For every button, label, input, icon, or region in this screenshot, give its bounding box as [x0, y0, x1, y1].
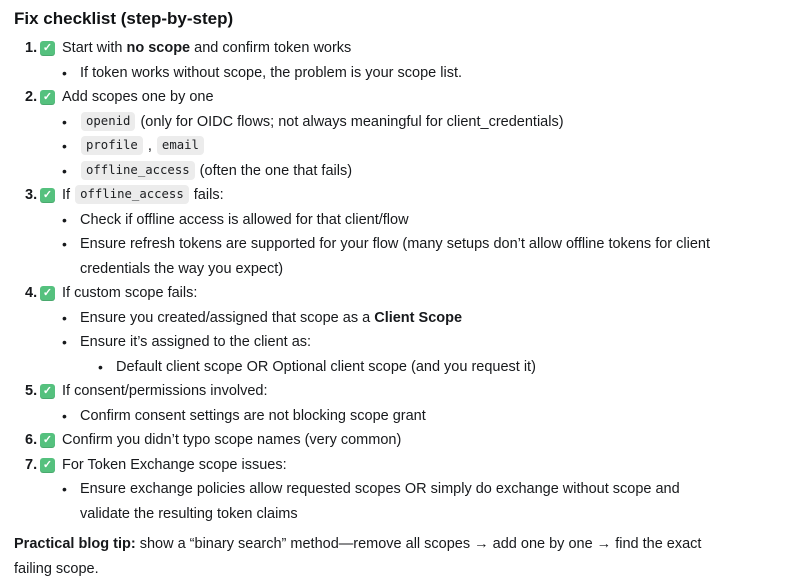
text-run: Confirm consent settings are not blocking scope grant: [80, 407, 426, 424]
item-number: 7.: [25, 456, 38, 473]
bullet-text: [80, 134, 205, 159]
item-number: 4.: [25, 285, 38, 301]
checklist-item: [14, 85, 780, 110]
bullet-icon: •: [62, 309, 67, 326]
check-icon: ✓: [40, 433, 55, 448]
checklist-item: [14, 453, 780, 478]
item-number: 3.: [25, 187, 38, 203]
checklist-item: [14, 428, 780, 453]
text-run: Start with: [62, 40, 127, 56]
bullet-item: [14, 159, 780, 184]
check-icon: ✓: [40, 286, 55, 301]
bullet-icon: •: [62, 64, 67, 81]
practical-tip-paragraph: [14, 532, 714, 581]
bullet-text: [80, 404, 426, 429]
text-run: If token works without scope, the problem is your scope list.: [80, 64, 463, 81]
text-run: ,: [143, 138, 156, 154]
text-run: show a “binary search” method—remove all scopes → add one by one → find the exact failing scope.: [14, 536, 702, 577]
text-run: If consent/permissions involved:: [62, 383, 268, 399]
text-run: Ensure it’s assigned to the client as:: [80, 334, 312, 350]
text-run: Ensure refresh tokens are supported for your flow (many setups don’t allow offline tokens for client credentials the way you expect): [80, 236, 710, 277]
item-number: 5.: [25, 383, 38, 399]
bold-text: Client Scope: [374, 309, 463, 326]
item-text: [62, 428, 401, 453]
text-run: (only for OIDC flows; not always meaningful for client_credentials): [136, 113, 564, 130]
text-run: Confirm you didn’t typo scope names (very common): [62, 432, 402, 448]
bullet-text: [116, 355, 536, 380]
bullet-item: [14, 404, 780, 429]
item-text: [62, 85, 214, 110]
check-icon: ✓: [40, 188, 55, 203]
bullet-item: [14, 330, 780, 355]
check-icon: ✓: [40, 90, 55, 105]
bullet-icon: •: [62, 113, 67, 130]
bullet-text: [80, 232, 728, 281]
checklist-item: [14, 183, 780, 208]
bullet-item: [14, 208, 780, 233]
check-icon: ✓: [40, 458, 55, 473]
bold-text: Practical blog tip:: [14, 536, 136, 552]
bullet-icon: •: [62, 236, 67, 252]
bullet-item: [14, 232, 780, 281]
bullet-icon: •: [62, 162, 67, 179]
bullet-text: [80, 61, 462, 86]
text-run: fails:: [189, 187, 224, 203]
item-number: 2.: [25, 89, 38, 105]
inline-code: openid: [81, 112, 135, 131]
check-icon: ✓: [40, 384, 55, 399]
bullet-item: [14, 134, 780, 159]
text-run: If custom scope fails:: [62, 285, 198, 301]
item-text: [62, 379, 268, 404]
fix-checklist: [14, 36, 780, 526]
checklist-item: [14, 36, 780, 61]
item-text: [62, 183, 224, 208]
checklist-item: [14, 379, 780, 404]
item-number: 6.: [25, 432, 38, 448]
bullet-icon: •: [62, 138, 67, 154]
bullet-text: [80, 330, 311, 355]
inline-code: profile: [81, 136, 143, 155]
bullet-icon: •: [62, 334, 67, 350]
bullet-icon: •: [62, 481, 67, 497]
inline-code: offline_access: [75, 185, 189, 204]
text-run: Ensure you created/assigned that scope as a: [80, 309, 375, 326]
text-run: Add scopes one by one: [62, 89, 214, 105]
item-text: [62, 453, 287, 478]
text-run: Default client scope OR Optional client scope (and you request it): [116, 358, 536, 375]
text-run: If: [62, 187, 75, 203]
bullet-text: [80, 477, 728, 526]
page-title: Fix checklist (step-by-step): [14, 9, 234, 28]
bold-text: no scope: [126, 40, 191, 56]
bullet-text: [80, 208, 409, 233]
bullet-text: [80, 159, 352, 184]
inline-code: offline_access: [81, 161, 195, 180]
item-number: 1.: [25, 40, 38, 56]
checklist-item: [14, 281, 780, 306]
bullet-item: [14, 110, 780, 135]
item-text: [62, 36, 351, 61]
bullet-item: [14, 306, 780, 331]
text-run: Ensure exchange policies allow requested scopes OR simply do exchange without scope and validate the resulting token claims: [80, 481, 680, 522]
nested-bullet-item: [14, 355, 780, 380]
text-run: Check if offline access is allowed for that client/flow: [80, 211, 409, 228]
inline-code: email: [157, 136, 204, 155]
item-text: [62, 281, 197, 306]
bullet-icon: •: [62, 211, 67, 228]
text-run: and confirm token works: [190, 40, 352, 56]
text-run: (often the one that fails): [195, 162, 353, 179]
bullet-text: [80, 306, 462, 331]
bullet-icon: •: [98, 358, 103, 375]
bullet-text: [80, 110, 564, 135]
text-run: For Token Exchange scope issues:: [62, 456, 287, 473]
bullet-item: [14, 61, 780, 86]
check-icon: ✓: [40, 41, 55, 56]
bullet-icon: •: [62, 407, 67, 424]
bullet-item: [14, 477, 780, 526]
